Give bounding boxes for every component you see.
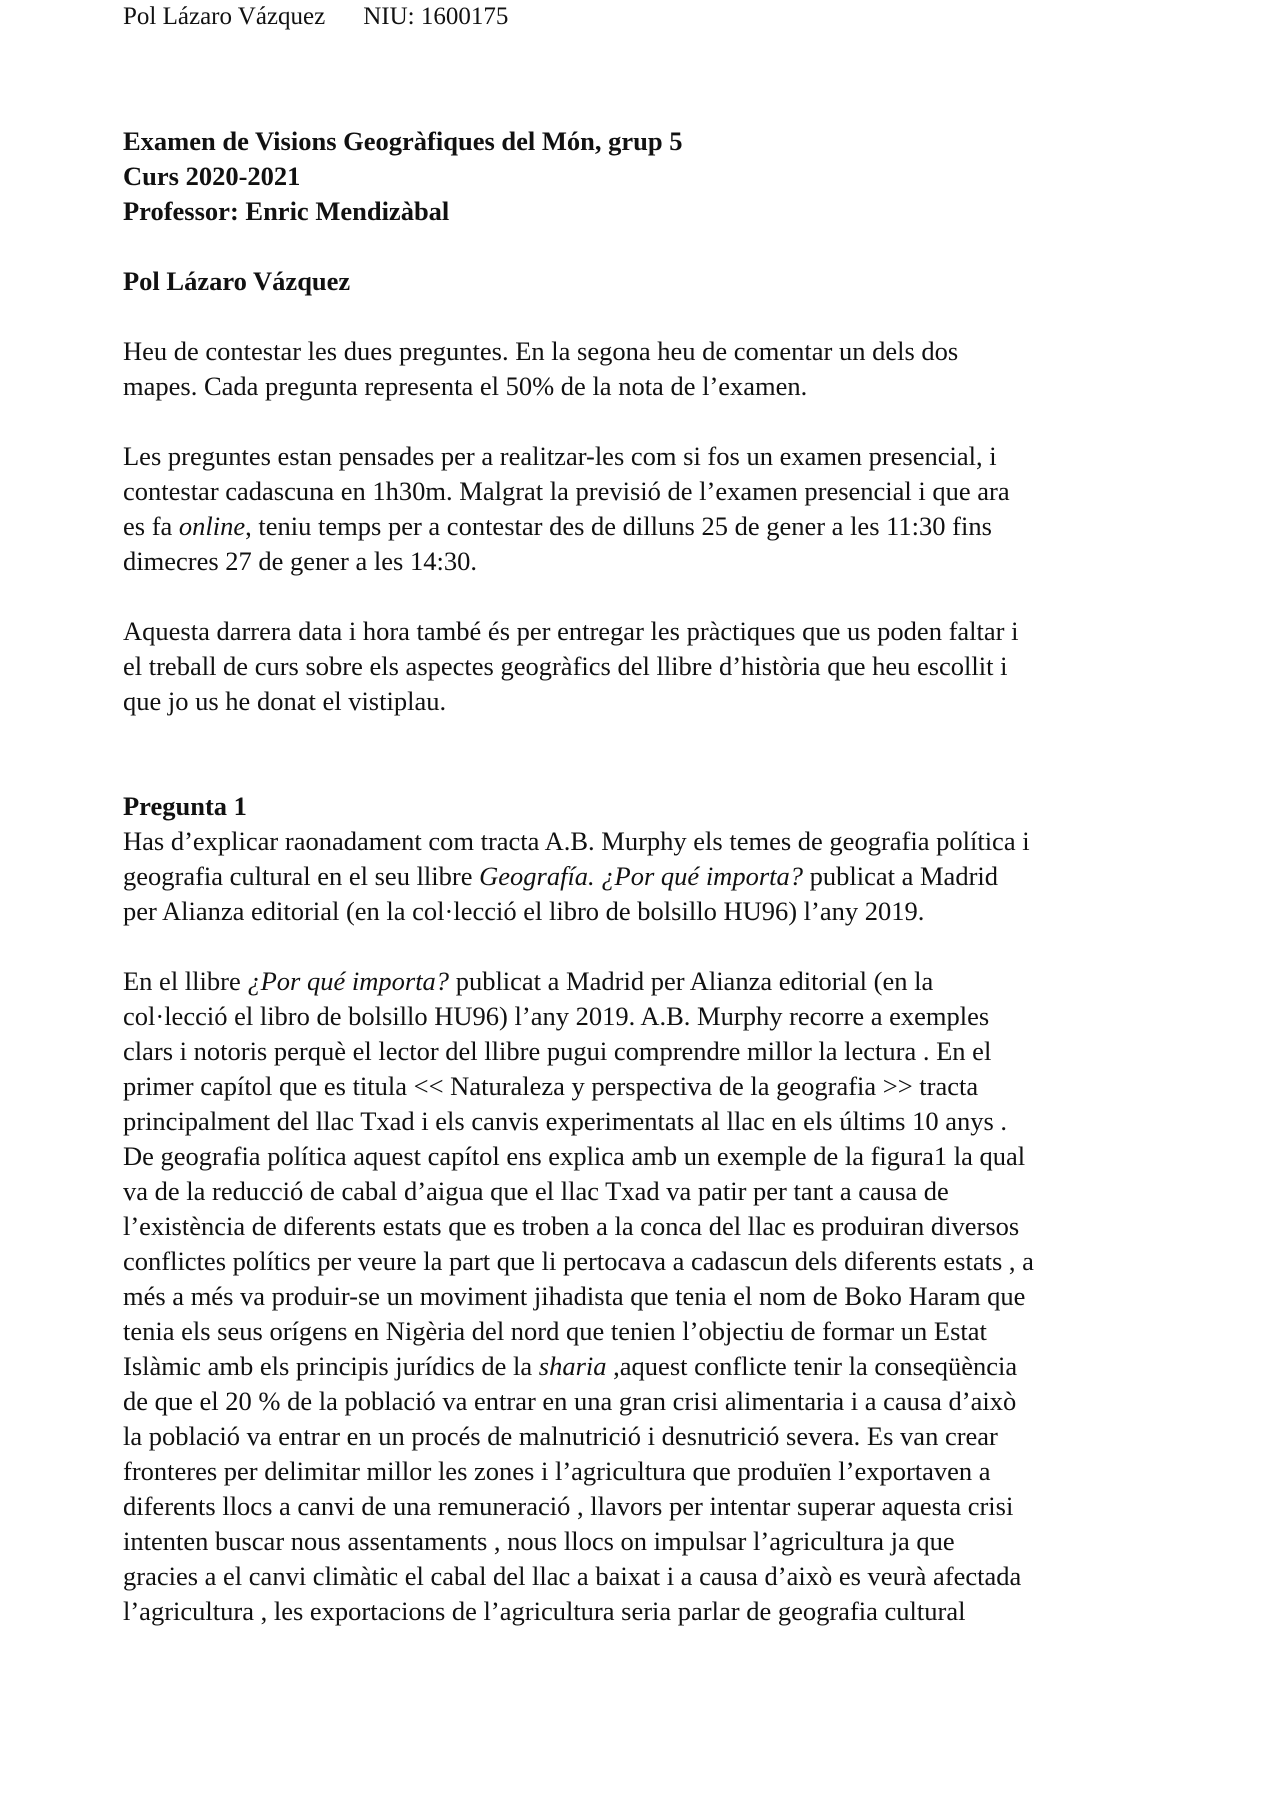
text-line: De geografia política aquest capítol ens explica amb un exemple de la figura1 la qual [123,1141,1026,1171]
text-line: fronteres per delimitar millor les zones i l’agricultura que produïen l’exportaven a [123,1456,991,1486]
question-1-heading: Pregunta 1 [123,791,247,821]
text-line: gracies a el canvi climàtic el cabal del llac a baixat i a causa d’això es veurà afectada [123,1561,1022,1591]
text-segment: es fa [123,511,179,541]
text-line [123,509,1183,544]
text-segment: , teniu temps per a contestar des de dilluns 25 de gener a les 11:30 fins [245,511,992,541]
text-segment: En el llibre [123,966,248,996]
professor-name: Professor: Enric Mendizàbal [123,196,450,226]
instructions-paragraph-1 [123,334,1183,404]
text-line: clars i notoris perquè el lector del llibre pugui comprendre millor la lectura . En el [123,1036,992,1066]
text-line [123,1349,1183,1384]
text-line: tenia els seus orígens en Nigèria del nord que tenien l’objectiu de formar un Estat [123,1316,987,1346]
text-segment: Islàmic amb els principis jurídics de la [123,1351,539,1381]
text-line: primer capítol que es titula << Naturaleza y perspectiva de la geografia >> tracta [123,1071,979,1101]
text-segment: geografia cultural en el seu llibre [123,861,480,891]
text-line: principalment del llac Txad i els canvis experimentats al llac en els últims 10 anys . [123,1106,1008,1136]
document-body [123,124,1183,1629]
header-author: Pol Lázaro Vázquez [123,3,326,30]
italic-book-title: ¿Por qué importa? [247,966,450,996]
instructions-paragraph-3 [123,614,1183,719]
text-line: conflictes polítics per veure la part que li pertocava a cadascun dels diferents estats , a [123,1246,1034,1276]
italic-term: online [178,511,246,541]
text-line: de que el 20 % de la població va entrar en una gran crisi alimentaria i a causa d’això [123,1386,1017,1416]
italic-book-title: Geografía. ¿Por qué importa? [479,861,803,891]
text-line [123,859,1183,894]
question-1-answer [123,964,1183,1629]
student-name: Pol Lázaro Vázquez [123,266,351,296]
italic-term: sharia [538,1351,607,1381]
text-line: col·lecció el libro de bolsillo HU96) l’any 2019. A.B. Murphy recorre a exemples [123,1001,990,1031]
course-year: Curs 2020-2021 [123,161,301,191]
text-line: contestar cadascuna en 1h30m. Malgrat la previsió de l’examen presencial i que ara [123,476,1010,506]
text-line: va de la reducció de cabal d’aigua que el llac Txad va patir per tant a causa de [123,1176,949,1206]
text-line: l’agricultura , les exportacions de l’agricultura seria parlar de geografia cultural [123,1596,966,1626]
text-line: dimecres 27 de gener a les 14:30. [123,546,477,576]
text-segment: publicat a Madrid [803,861,999,891]
text-line: l’existència de diferents estats que es troben a la conca del llac es produiran diversos [123,1211,1020,1241]
text-line: Heu de contestar les dues preguntes. En la segona heu de comentar un dels dos [123,336,959,366]
running-header [123,0,508,34]
text-line: mapes. Cada pregunta representa el 50% de la nota de l’examen. [123,371,808,401]
text-line: intenten buscar nous assentaments , nous llocs on impulsar l’agricultura ja que [123,1526,955,1556]
question-1-prompt [123,824,1183,929]
text-line [123,964,1183,999]
title-block [123,124,1183,229]
text-segment: publicat a Madrid per Alianza editorial (en la [449,966,934,996]
text-line: per Alianza editorial (en la col·lecció el libro de bolsillo HU96) l’any 2019. [123,896,925,926]
instructions-paragraph-2 [123,439,1183,579]
text-line: diferents llocs a canvi de una remuneració , llavors per intentar superar aquesta crisi [123,1491,1014,1521]
text-line: que jo us he donat el vistiplau. [123,686,447,716]
text-line: el treball de curs sobre els aspectes geogràfics del llibre d’història que heu escollit i [123,651,1008,681]
text-segment: ,aquest conflicte tenir la conseqüència [606,1351,1018,1381]
exam-title: Examen de Visions Geogràfiques del Món, grup 5 [123,126,683,156]
header-niu: NIU: 1600175 [363,3,509,30]
text-line: més a més va produir-se un moviment jihadista que tenia el nom de Boko Haram que [123,1281,1026,1311]
text-line: Les preguntes estan pensades per a realitzar-les com si fos un examen presencial, i [123,441,997,471]
text-line: Aquesta darrera data i hora també és per entregar les pràctiques que us poden faltar i [123,616,1019,646]
text-line: la població va entrar en un procés de malnutrició i desnutrició severa. Es van crear [123,1421,998,1451]
text-line: Has d’explicar raonadament com tracta A.B. Murphy els temes de geografia política i [123,826,1030,856]
